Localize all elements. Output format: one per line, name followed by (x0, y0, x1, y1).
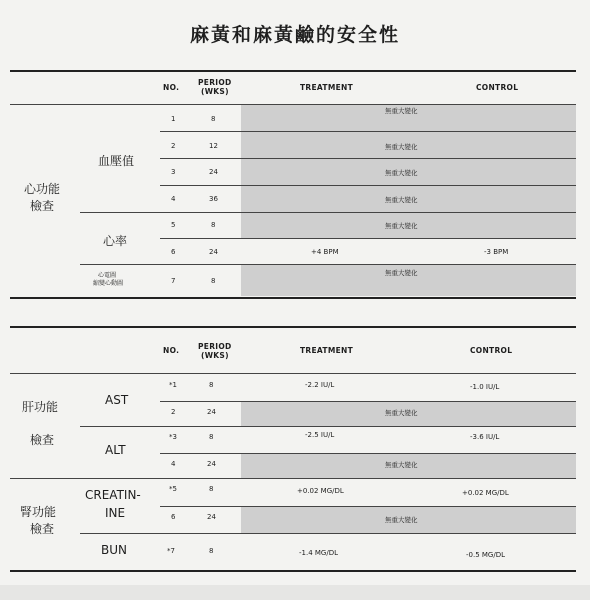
cell-period: 8 (209, 485, 214, 493)
header-treatment: TREATMENT (300, 346, 354, 355)
cell-no: 6 (171, 248, 176, 256)
cell-no: 4 (171, 195, 176, 203)
row-rule (160, 453, 576, 454)
header-treatment: TREATMENT (300, 83, 354, 92)
group-label-liver-2: 檢查 (30, 433, 55, 447)
cell-no: 2 (171, 408, 176, 416)
cell-merged: 無重大變化 (385, 516, 418, 524)
cell-period: 8 (211, 221, 216, 229)
table2-top-rule (10, 326, 576, 328)
header-control: CONTROL (470, 346, 513, 355)
cell-period: 36 (209, 195, 218, 203)
row-rule (80, 264, 576, 265)
cell-merged: 無重大變化 (385, 269, 418, 277)
group-label-kidney-2: 檢查 (30, 522, 55, 536)
sub-label-ast: AST (105, 393, 129, 407)
header-period-2: (WKS) (201, 351, 229, 360)
header-period-1: PERIOD (198, 342, 232, 351)
table1-bottom-rule (10, 297, 576, 299)
cell-period: 24 (209, 248, 218, 256)
cell-period: 12 (209, 142, 218, 150)
sub-label-bun: BUN (101, 543, 127, 557)
header-control: CONTROL (476, 83, 519, 92)
cell-no: 5 (171, 221, 176, 229)
header-no: NO. (163, 346, 180, 355)
page-title: 麻黃和麻黃鹼的安全性 (189, 24, 400, 46)
cell-no: *7 (167, 547, 175, 555)
group-label-cardiac-1: 心功能 (24, 182, 61, 196)
cell-treatment: +4 BPM (311, 248, 339, 256)
table2-header-rule (10, 373, 576, 374)
cell-no: 2 (171, 142, 176, 150)
cell-merged: 無重大變化 (385, 222, 418, 230)
cell-period: 8 (211, 115, 216, 123)
cell-period: 8 (209, 381, 214, 389)
cell-period: 8 (211, 277, 216, 285)
row-rule (80, 212, 576, 213)
table1-top-rule (10, 70, 576, 72)
cell-treatment: +0.02 MG/DL (297, 487, 344, 495)
group-label-liver-1: 肝功能 (22, 400, 59, 414)
cell-merged: 無重大變化 (385, 196, 418, 204)
cell-no: *1 (169, 381, 177, 389)
header-period-1: PERIOD (198, 78, 232, 87)
row-rule (10, 478, 576, 479)
cell-treatment: -1.4 MG/DL (299, 549, 338, 557)
sub-label-bp: 血壓值 (98, 154, 135, 168)
cell-period: 24 (207, 408, 216, 416)
cell-control: -3 BPM (484, 248, 509, 256)
header-period-2: (WKS) (201, 87, 229, 96)
header-no: NO. (163, 83, 180, 92)
cell-period: 8 (209, 547, 214, 555)
cell-no: *5 (169, 485, 177, 493)
row-rule (160, 158, 576, 159)
page-bottom-edge (0, 585, 590, 600)
sub-label-alt: ALT (105, 443, 126, 457)
table2-bottom-rule (10, 570, 576, 572)
cell-control: -3.6 IU/L (470, 433, 500, 441)
cell-no: 4 (171, 460, 176, 468)
cell-control: +0.02 MG/DL (462, 489, 509, 497)
sub-label-ecg-2: 縮變心動圖 (93, 280, 124, 287)
cell-control: -1.0 IU/L (470, 383, 500, 391)
cell-period: 24 (207, 460, 216, 468)
cell-period: 8 (209, 433, 214, 441)
cell-no: 3 (171, 168, 176, 176)
cell-merged: 無重大變化 (385, 107, 418, 115)
row-rule (160, 131, 576, 132)
cell-period: 24 (209, 168, 218, 176)
cell-control: -0.5 MG/DL (466, 551, 505, 559)
sub-label-ecg-1: 心電圖 (98, 272, 117, 279)
cell-merged: 無重大變化 (385, 169, 418, 177)
sub-label-hr: 心率 (103, 234, 128, 248)
cell-no: 6 (171, 513, 176, 521)
cell-merged: 無重大變化 (385, 143, 418, 151)
row-rule (160, 506, 576, 507)
row-rule (80, 426, 576, 427)
row-rule (80, 533, 576, 534)
group-label-cardiac-2: 檢查 (30, 199, 55, 213)
row-rule (160, 185, 576, 186)
cell-treatment: -2.2 IU/L (305, 381, 335, 389)
cell-merged: 無重大變化 (385, 461, 418, 469)
group-label-kidney-1: 腎功能 (20, 505, 57, 519)
row-rule (160, 238, 576, 239)
cell-no: 7 (171, 277, 176, 285)
sub-label-creatinine-2: INE (105, 506, 126, 520)
cell-period: 24 (207, 513, 216, 521)
cell-treatment: -2.5 IU/L (305, 431, 335, 439)
cell-no: 1 (171, 115, 176, 123)
cell-merged: 無重大變化 (385, 409, 418, 417)
sub-label-creatinine-1: CREATIN- (85, 488, 141, 502)
cell-no: *3 (169, 433, 177, 441)
row-rule (160, 401, 576, 402)
